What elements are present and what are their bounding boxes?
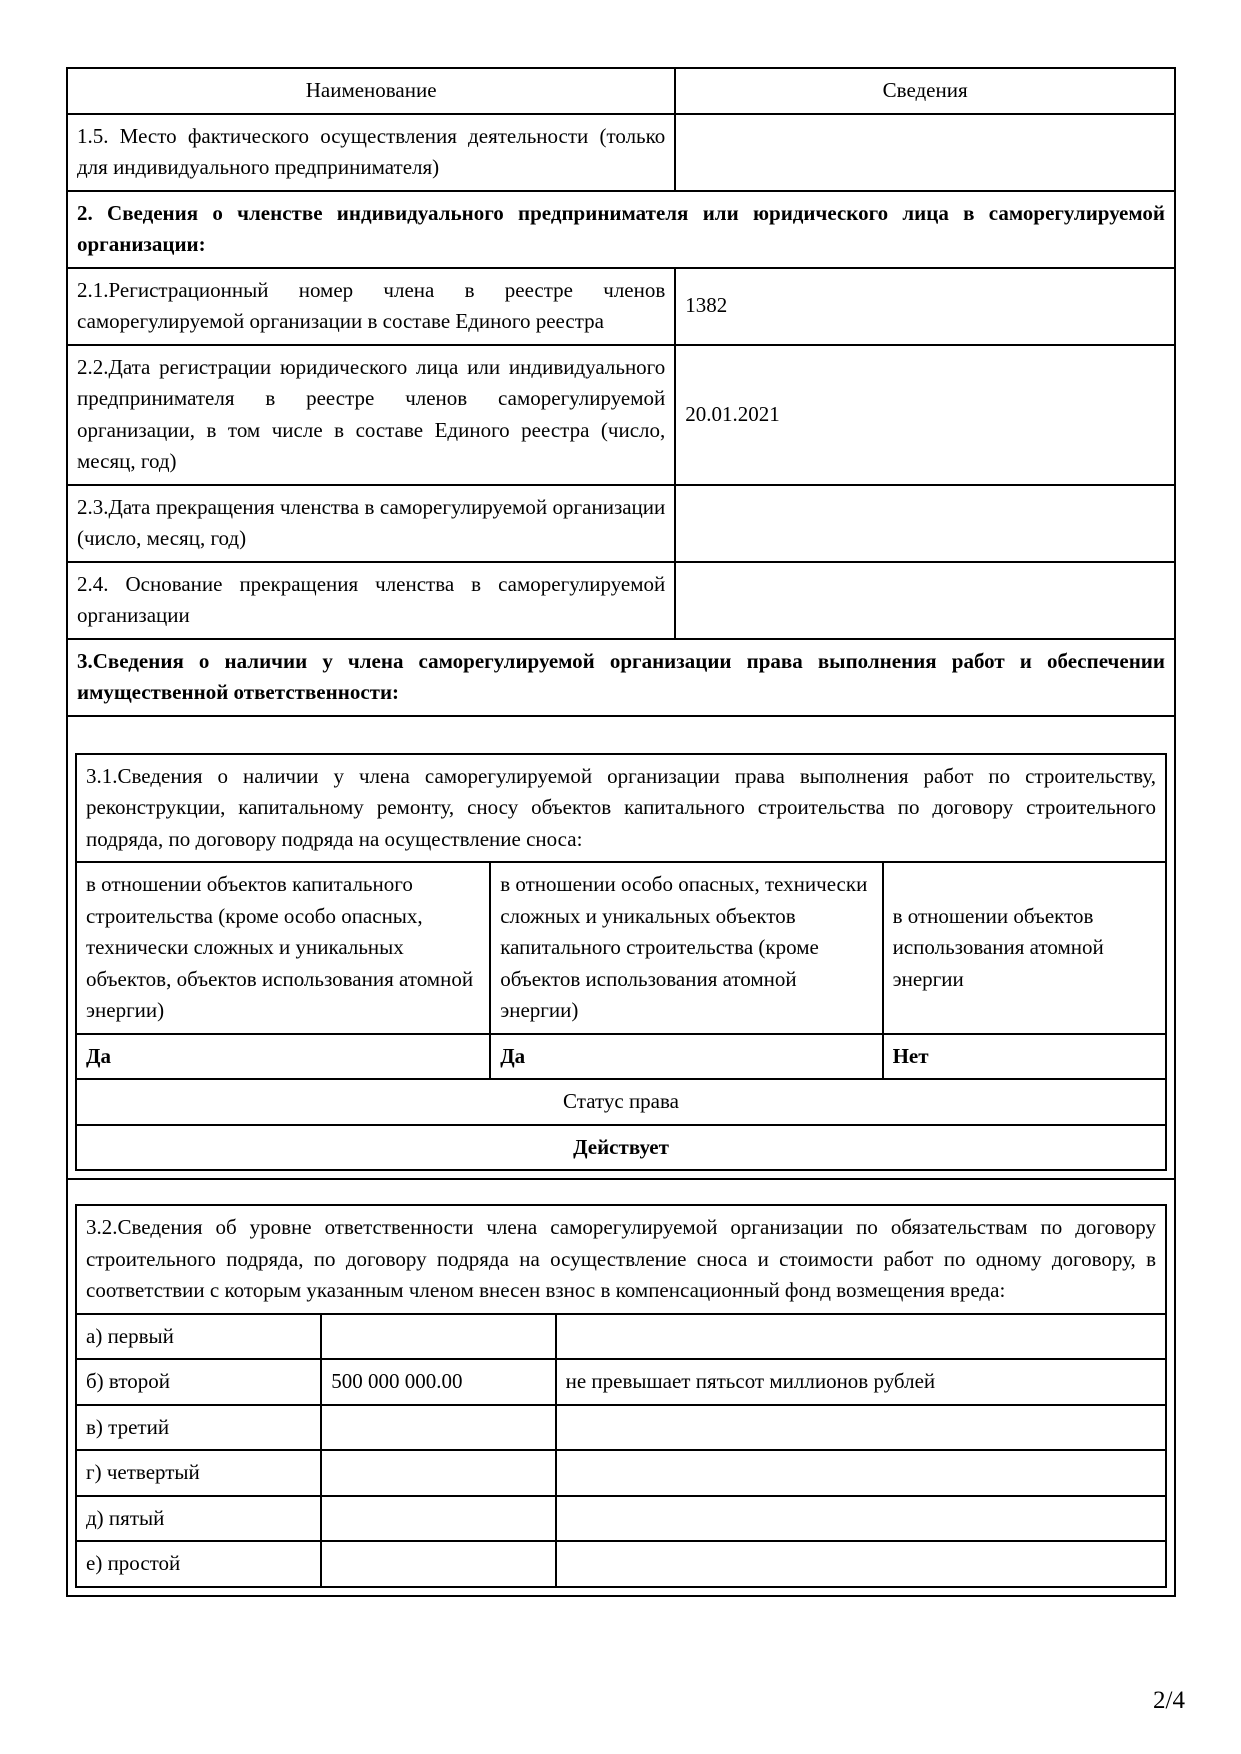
page-number: 2/4 [1153,1687,1185,1714]
level-amount: 500 000 000.00 [321,1359,555,1405]
level-note [556,1496,1166,1542]
section-2-row [67,191,1175,268]
rights-col-1-header: в отношении объектов капитального строительства (кроме особо опасных, технически сложных и уникальных объектов, объектов использования атомной энергии) [76,862,490,1034]
row-1-5 [67,114,1175,191]
row-2-1-value: 1382 [675,268,1175,345]
row-3-1-intro [76,754,1166,863]
header-row [67,68,1175,114]
rights-answer-2: Да [490,1034,882,1080]
row-2-4-label: 2.4. Основание прекращения членства в саморегулируемой организации [67,562,675,639]
status-label-row [76,1079,1166,1125]
level-note [556,1541,1166,1587]
row-1-5-label: 1.5. Место фактического осуществления деятельности (только для индивидуального предпринимателя) [67,114,675,191]
level-row [76,1314,1166,1360]
status-value-row [76,1125,1166,1171]
row-1-5-value [675,114,1175,191]
level-row [76,1405,1166,1451]
level-label: а) первый [76,1314,321,1360]
level-note [556,1450,1166,1496]
level-row [76,1496,1166,1542]
level-label: е) простой [76,1541,321,1587]
level-amount [321,1496,555,1542]
row-2-3-value [675,485,1175,562]
level-amount [321,1314,555,1360]
rights-col-2-header: в отношении особо опасных, технически сложных и уникальных объектов капитального строительства (кроме объектов использования атомной энергии) [490,862,882,1034]
section-3-row [67,639,1175,716]
row-2-4 [67,562,1175,639]
block-3-1-row [67,716,1175,1180]
row-2-1 [67,268,1175,345]
level-label: д) пятый [76,1496,321,1542]
level-note [556,1405,1166,1451]
table-3-2 [75,1204,1167,1588]
level-row [76,1450,1166,1496]
block-3-1-container [67,716,1175,1180]
row-2-1-label: 2.1.Регистрационный номер члена в реестре членов саморегулируемой организации в составе Единого реестра [67,268,675,345]
level-row [76,1541,1166,1587]
rights-answer-1: Да [76,1034,490,1080]
row-2-4-value [675,562,1175,639]
rights-answer-row [76,1034,1166,1080]
row-2-2-label: 2.2.Дата регистрации юридического лица или индивидуального предпринимателя в реестре членов саморегулируемой организации, в том числе в составе Единого реестра (число, месяц, год) [67,345,675,485]
block-3-2-row [67,1179,1175,1596]
level-note [556,1314,1166,1360]
rights-col-3-header: в отношении объектов использования атомной энергии [883,862,1166,1034]
level-note: не превышает пятьсот миллионов рублей [556,1359,1166,1405]
row-2-2 [67,345,1175,485]
level-amount [321,1541,555,1587]
section-3-title: 3.Сведения о наличии у члена саморегулируемой организации права выполнения работ и обеспечении имущественной ответственности: [67,639,1175,716]
status-label: Статус права [76,1079,1166,1125]
level-label: г) четвертый [76,1450,321,1496]
rights-header-row [76,862,1166,1034]
status-value: Действует [76,1125,1166,1171]
block-3-2-container [67,1179,1175,1596]
intro-3-1: 3.1.Сведения о наличии у члена саморегулируемой организации права выполнения работ по строительству, реконструкции, капитальному ремонту, сносу объектов капитального строительства по договору строительного подряда, по договору подряда на осуществление сноса: [76,754,1166,863]
row-2-3-label: 2.3.Дата прекращения членства в саморегулируемой организации (число, месяц, год) [67,485,675,562]
level-label: в) третий [76,1405,321,1451]
table-3-1 [75,753,1167,1172]
row-2-3 [67,485,1175,562]
level-label: б) второй [76,1359,321,1405]
section-2-title: 2. Сведения о членстве индивидуального предпринимателя или юридического лица в саморегулируемой организации: [67,191,1175,268]
header-info-column: Сведения [675,68,1175,114]
row-3-2-intro [76,1205,1166,1314]
level-amount [321,1405,555,1451]
level-amount [321,1450,555,1496]
main-table [66,67,1176,1597]
intro-3-2: 3.2.Сведения об уровне ответственности члена саморегулируемой организации по обязательствам по договору строительного подряда, по договору подряда на осуществление сноса и стоимости работ по одному договору, в соответствии с которым указанным членом внесен взнос в компенсационный фонд возмещения вреда: [76,1205,1166,1314]
level-row [76,1359,1166,1405]
rights-answer-3: Нет [883,1034,1166,1080]
row-2-2-value: 20.01.2021 [675,345,1175,485]
header-name-column: Наименование [67,68,675,114]
